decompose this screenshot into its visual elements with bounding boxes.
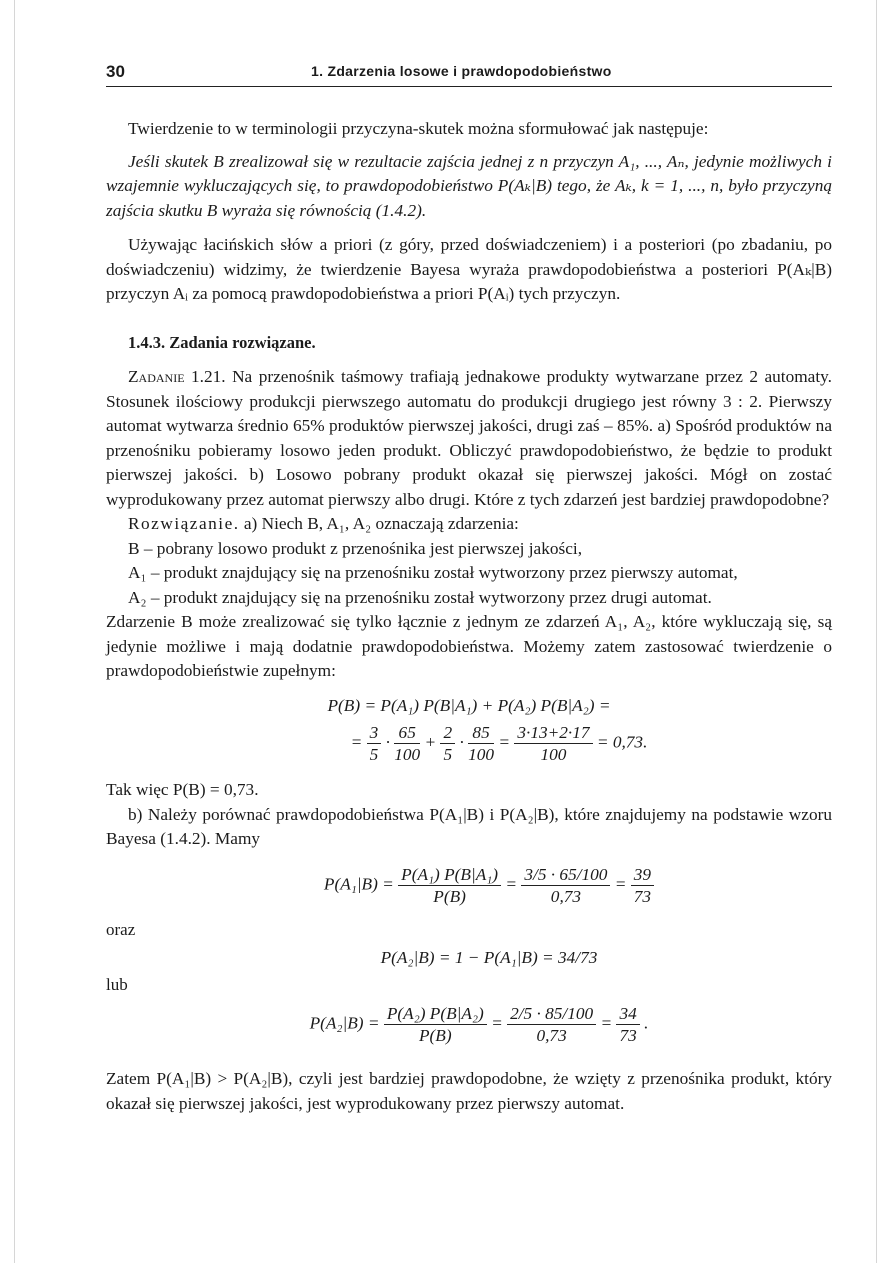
fraction: $\frac{39}{73}$ xyxy=(631,864,654,907)
fraction: $\frac{65}{100}$ xyxy=(394,723,421,764)
final-conclusion: Zatem P(A₁|B) > P(A₂|B), czyli jest bardziej prawdopodobne, że wzięty z przenośnika produkt, który okazał się pierwszej jakości, jest wyprodukowany przez pierwszy automat. xyxy=(106,1069,832,1113)
fraction: $\frac{2/5 \cdot 85/100}{0,73}$ xyxy=(507,1003,596,1046)
scan-edge-right xyxy=(876,0,877,1263)
page-number: 30 xyxy=(106,62,125,81)
fraction: $\frac{34}{73}$ xyxy=(616,1003,639,1046)
bayes-equation-a1: P(A₁|B) = $\frac{\text{P(A₁) P(B|A₁)}}{P(B)}$ = $\frac{3/5 \cdot 65/100}{0,73}$ = $\frac{39}{73}$ xyxy=(106,864,832,916)
fraction: $\frac{\text{P(A₂) P(B|A₂)}}{P(B)}$ xyxy=(384,1003,487,1046)
bayes-equation-a2: P(A₂|B) = $\frac{\text{P(A₂) P(B|A₂)}}{P(B)}$ = $\frac{2/5 \cdot 85/100}{0,73}$ = $\frac{34}{73}$ . xyxy=(309,1004,649,1045)
running-header xyxy=(106,58,832,87)
oraz-label: oraz xyxy=(106,919,136,939)
reasoning-paragraph: Zdarzenie B może zrealizować się tylko łącznie z jednym ze zdarzeń A₁, A₂, które wykluczają się, są jedynie możliwe i mają dodatnie prawdopodobieństwa. Możemy zatem zastosować twierdzenie o prawdopodobieństwie zupełnym: xyxy=(106,612,832,680)
theorem-statement: Jeśli skutek B zrealizował się w rezultacie zajścia jednej z n przyczyn A₁, ..., Aₙ, jedynie możliwych i wzajemnie wykluczających się, to prawdopodobieństwo P(Aₖ|B) tego, że Aₖ, k = 1, ..., n, było przyczyną zajścia skutku B wyraża się równością (1.4.2). xyxy=(106,151,832,220)
conclusion-a: Tak więc P(B) = 0,73. xyxy=(106,780,259,799)
event-a1-definition: A₁ – produkt znajdujący się na przenośniku został wytworzony przez pierwszy automat, xyxy=(128,563,738,582)
book-page xyxy=(106,58,832,1116)
task-label: Zadanie 1.21. xyxy=(128,367,226,386)
latin-terms-paragraph: Używając łacińskich słów a priori (z góry, przed doświadczeniem) i a posteriori (po zbadaniu, po doświadczeniu) widzimy, że twierdzenie Bayesa wyraża prawdopodobieństwa a posteriori P(Aₖ|B) przyczyn Aᵢ za pomocą prawdopodobieństwa a priori P(Aᵢ) tych przyczyn. xyxy=(106,235,832,303)
solution-intro-text: a) Niech B, A₁, A₂ oznaczają zdarzenia: xyxy=(243,514,519,533)
section-heading: 1.4.3. Zadania rozwiązane. xyxy=(128,332,316,352)
total-probability-equation: P(B) = P(A₁) P(B|A₁) + P(A₂) P(B|A₂) = xyxy=(327,695,611,715)
lub-label: lub xyxy=(106,974,128,994)
fraction: $\frac{3/5 \cdot 65/100}{0,73}$ xyxy=(521,864,610,907)
task-text: Na przenośnik taśmowy trafiają jednakowe produkty wytwarzane przez 2 automaty. Stosunek ilościowy produkcji pierwszego automatu do produkcji drugiego jest równy 3 : 2. Pierwszy automat wytwarza średnio 65% produktów pierwszej jakości, drugi zaś – 85%. a) Spośród produktów na przenośniku pobieramy losowo jeden produkt. Obliczyć prawdopodobieństwo, że będzie to produkt pierwszej jakości. b) Losowo pobrany produkt okazał się pierwszej jakości. Mógł on zostać wyprodukowany przez automat pierwszy albo drugi. Które z tych zdarzeń jest bardziej prawdopodobne? xyxy=(106,367,832,509)
fraction: $\frac{2}{5}$ xyxy=(440,722,455,765)
fraction: $\frac{\text{P(A₁) P(B|A₁)}}{P(B)}$ xyxy=(398,864,501,907)
fraction: $\frac{3\cdot 13+2\cdot 17}{100}$ xyxy=(514,722,592,765)
complement-equation: P(A₂|B) = 1 − P(A₁|B) = 34/73 xyxy=(380,948,598,967)
solution-intro xyxy=(106,512,832,537)
solution-label: Rozwiązanie. xyxy=(128,514,240,533)
fraction: $\frac{3}{5}$ xyxy=(367,722,382,765)
intro-paragraph: Twierdzenie to w terminologii przyczyna-skutek można sformułować jak następuje: xyxy=(128,119,709,138)
total-probability-computation: = $\frac{3}{5}$ · $\frac{65}{100}$ + $\frac{2}{5}$ · $\frac{85}{100}$ = $\frac{3\cdot 13+2\cdot 17}{100}$ = 0,73. xyxy=(350,723,648,764)
running-title: 1. Zdarzenia losowe i prawdopodobieństwo xyxy=(311,63,612,79)
task-paragraph xyxy=(106,365,832,512)
part-b-paragraph: b) Należy porównać prawdopodobieństwa P(A₁|B) i P(A₂|B), które znajdujemy na podstawie wzoru Bayesa (1.4.2). Mamy xyxy=(106,804,832,848)
result-value: = 0,73. xyxy=(596,732,648,752)
fraction: $\frac{85}{100}$ xyxy=(468,723,495,764)
scan-edge-left xyxy=(14,0,15,1263)
event-b-definition: B – pobrany losowo produkt z przenośnika jest pierwszej jakości, xyxy=(128,538,583,558)
event-a2-definition: A₂ – produkt znajdujący się na przenośniku został wytworzony przez drugi automat. xyxy=(128,587,712,607)
